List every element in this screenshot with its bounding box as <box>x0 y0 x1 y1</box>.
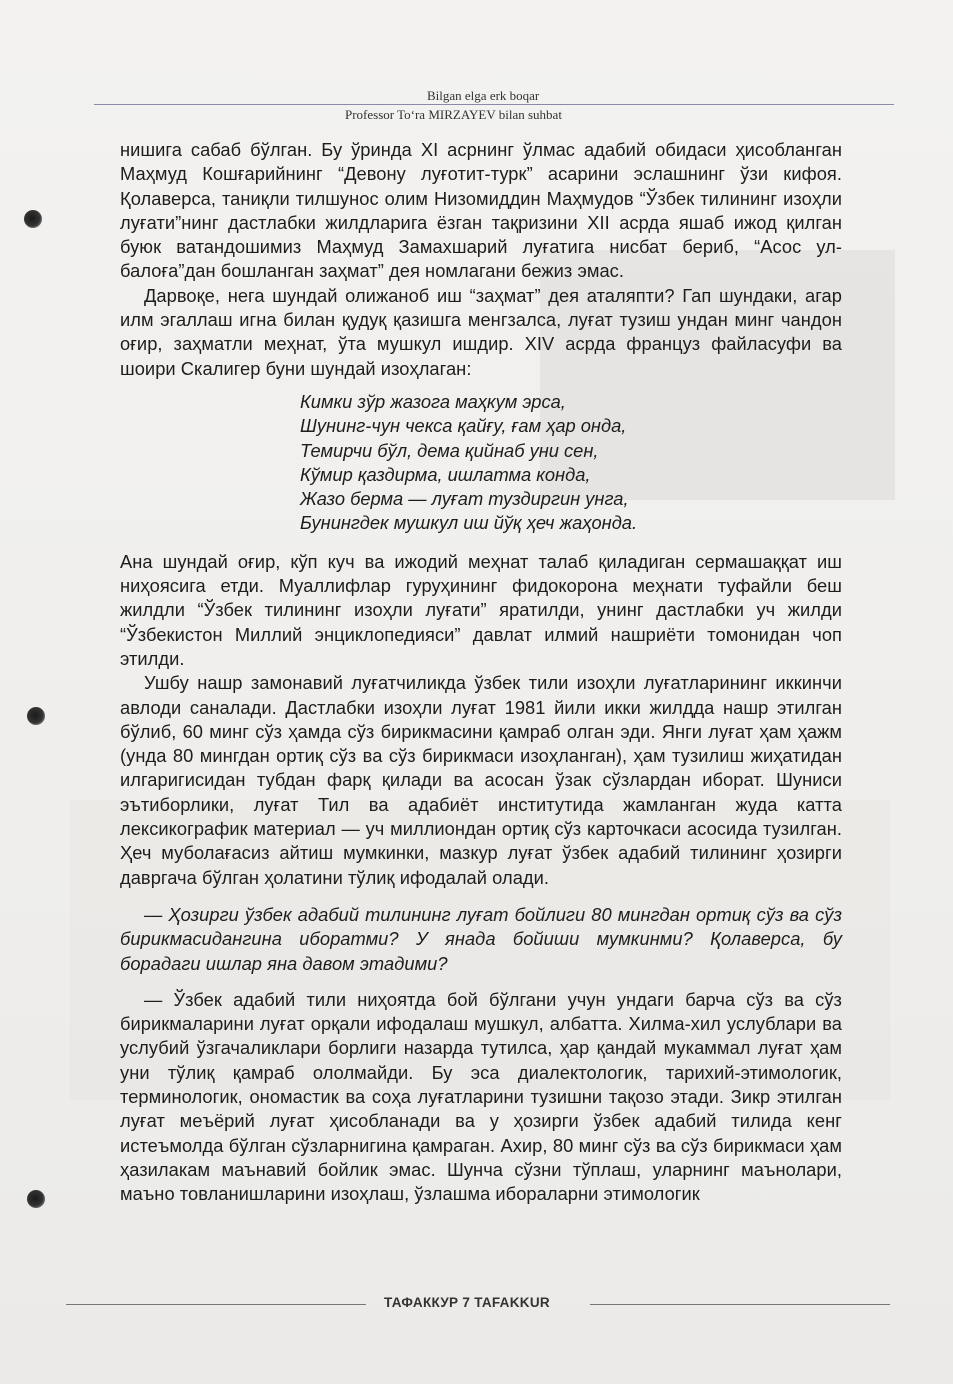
footer-rule-right <box>590 1304 890 1305</box>
binder-hole-top <box>24 210 42 228</box>
binder-hole-bottom <box>27 1190 45 1208</box>
page-footer <box>0 1294 953 1314</box>
interview-question: — Ҳозирги ўзбек адабий тилининг луғат бойлиги 80 мингдан ортиқ сўз ва сўз бирикмасидангина иборатми? У янада бойиши мумкинми? Қолаверса, бу борадаги ишлар яна давом этадими? <box>120 903 842 974</box>
binder-hole-middle <box>27 707 45 725</box>
paragraph: Ушбу нашр замонавий луғатчиликда ўзбек тили изоҳли луғатларининг иккинчи авлоди саналади. Дастлабки изоҳли луғат 1981 йили икки жилдда нашр этилган бўлиб, 60 минг сўз ҳамда сўз бирикмасини қамраб олган эди. Янги луғат ҳам ҳажм (унда 80 мингдан ортиқ сўз ва сўз бирикмаси изоҳланган), ҳам тузилиш жиҳатидан илгаригисидан тубдан фарқ қилади ва асосан ўзак сўзлардан иборат. Шуниси эътиборлики, луғат Тил ва адабиёт институтида жамланган жуда катта лексикографик материал — уч миллиондан ортиқ сўз карточкаси асосида тузилган. Ҳеч муболағасиз айтиш мумкинки, мазкур луғат ўзбек адабий тилининг ҳозирги давргача бўлган ҳолатини тўлиқ ифодалай олади. <box>120 672 842 888</box>
article-body <box>120 138 842 1206</box>
header-title: Bilgan elga erk boqar <box>427 88 540 103</box>
poem-line: Кимки зўр жазога маҳкум эрса, <box>300 390 566 412</box>
poem-line: Кўмир қаздирма, ишлатма конда, <box>300 463 591 485</box>
footer-label: ТАФАККУР 7 TAFAKKUR <box>384 1295 550 1310</box>
footer-rule-left <box>66 1304 366 1305</box>
poem-line: Бунингдек мушкул иш йўқ ҳеч жаҳонда. <box>300 512 638 534</box>
header-subtitle: Professor To‘ra MIRZAYEV bilan suhbat <box>345 107 562 122</box>
paragraph: Дарвоқе, нега шундай олижаноб иш “заҳмат” дея аталяпти? Гап шундаки, агар илм эгаллаш игна билан қудуқ қазишга менгзалса, луғат тузиш ундан минг чандон оғир, заҳматли меҳнат, ўта мушкул ишдир. XIV асрда француз файласуфи ва шоири Скалигер буни шундай изоҳлаган: <box>120 284 842 379</box>
paragraph: нишига сабаб бўлган. Бу ўринда XI асрнинг ўлмас адабий обидаси ҳисобланган Маҳмуд Кошғарийнинг “Девону луғотит-турк” асарини эслашнинг ўзи кифоя. Қолаверса, таниқли тилшунос олим Низомиддин Маҳмудов “Ўзбек тилининг изоҳли луғати”нинг дастлабки жилдларига ёзган тақризини XII асрда яшаб ижод қилган буюк ватандошимиз Маҳмуд Замахшарий луғатига нисбат бериб, “Асос ул-балоға”дан бошланган заҳмат” дея номлагани бежиз эмас. <box>120 139 842 282</box>
interview-answer: — Ўзбек адабий тили ниҳоятда бой бўлгани учун ундаги барча сўз ва сўз бирикмаларини луғат орқали ифодалаш мушкул, албатта. Хилма-хил услублари ва услубий ўзгачаликлари борлиги назарда тутилса, ҳар қандай мукаммал луғат ҳам уни тўлиқ қамраб ололмайди. Бу эса диалектологик, тарихий-этимологик, терминологик, ономастик ва соҳа луғатларини тузишни тақозо этади. Зикр этилган луғат меъёрий луғат ҳисобланади ва у ҳозирги ўзбек адабий тилида кенг истеъмолда бўлган сўзларнигина қамраган. Ахир, 80 минг сўз ва сўз бирикмаси ҳам ҳазилакам маънавий бойлик эмас. Шунча сўзни тўплаш, уларнинг маънолари, маъно товланишларини изоҳлаш, ўзлашма иборaларни этимологик <box>120 988 842 1205</box>
poem-line: Жазо берма — луғат туздиргин унга, <box>300 488 629 510</box>
paragraph: Ана шундай оғир, кўп куч ва ижодий меҳнат талаб қиладиган сермашаққат иш ниҳоясига етди. Муаллифлар гуруҳининг фидокорона меҳнати туфайли беш жилдли “Ўзбек тилининг изоҳли луғати” яратилди, унинг дастлабки уч жилди “Ўзбекистон Миллий энциклопедияси” давлат илмий нашриёти томонидан чоп этилди. <box>120 550 842 669</box>
header-rule <box>94 104 894 105</box>
poem-line: Шунинг-чун чекса қайғу, ғам ҳар онда, <box>300 415 627 437</box>
poem-line: Темирчи бўл, дема қийнаб уни сен, <box>300 439 599 461</box>
poem-quote <box>300 390 842 536</box>
